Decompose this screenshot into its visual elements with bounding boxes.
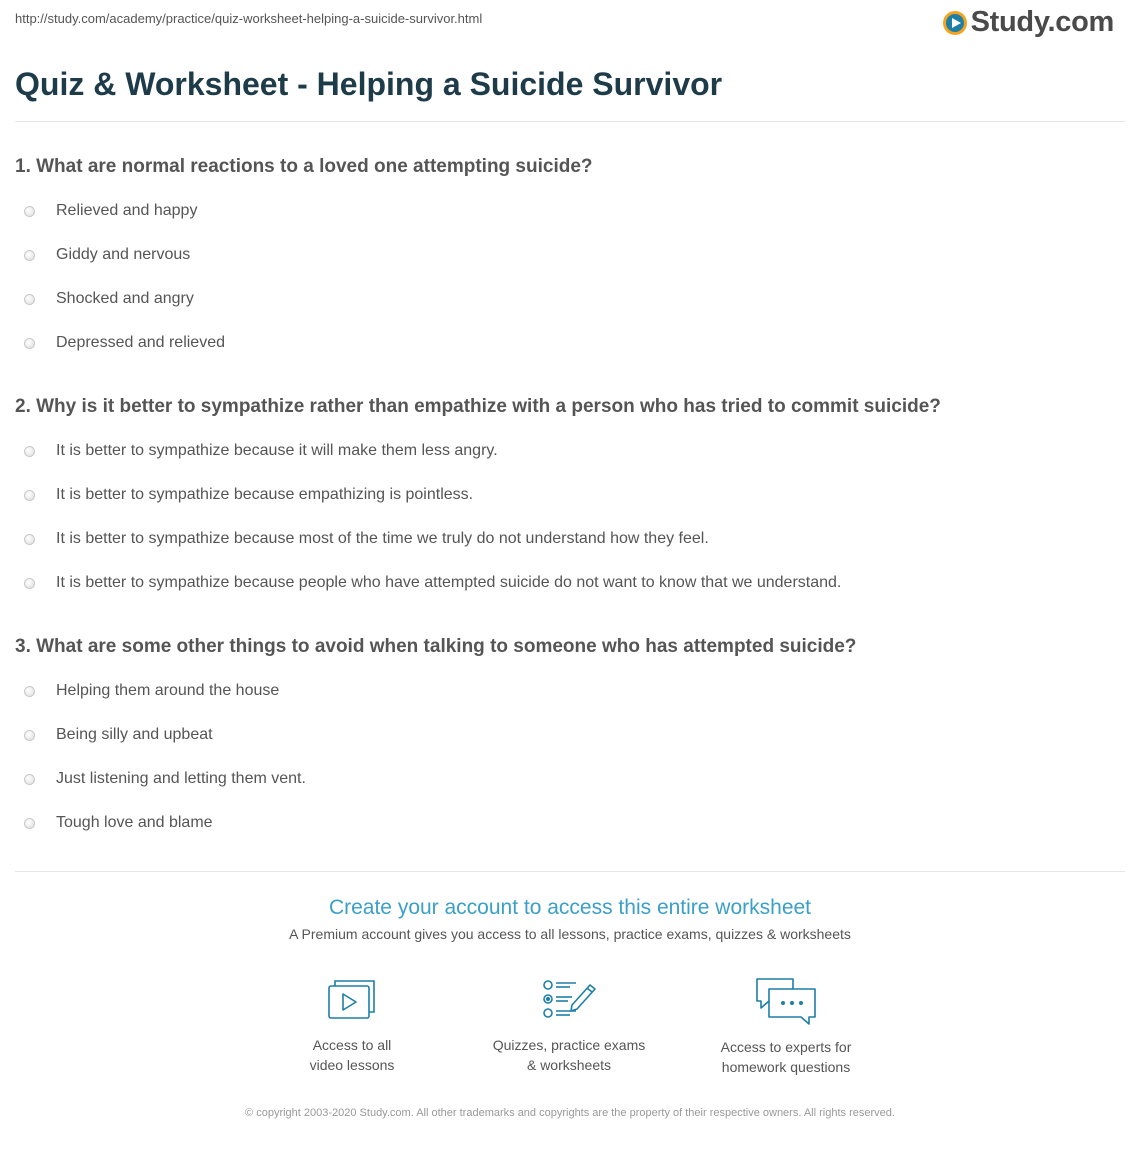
answer-option[interactable]: [15, 713, 1125, 757]
header-divider: [15, 121, 1125, 122]
radio-button-icon[interactable]: [24, 338, 35, 349]
answer-label: It is better to sympathize because people who have attempted suicide do not want to know that we understand.: [56, 574, 842, 591]
answer-label: Depressed and relieved: [56, 334, 225, 351]
question-title: 1. What are normal reactions to a loved one attempting suicide?: [15, 156, 593, 177]
question-2: [15, 394, 1125, 605]
radio-button-icon[interactable]: [24, 774, 35, 785]
study-logo-icon: [942, 10, 968, 36]
radio-button-icon[interactable]: [24, 818, 35, 829]
radio-button-icon[interactable]: [24, 578, 35, 589]
feature-label-line: video lessons: [309, 1057, 395, 1073]
answer-label: It is better to sympathize because it will make them less angry.: [56, 442, 498, 459]
answer-options: [15, 669, 1125, 845]
answer-option[interactable]: [15, 561, 1125, 605]
answer-label: It is better to sympathize because most of the time we truly do not understand how they feel.: [56, 530, 709, 547]
radio-button-icon[interactable]: [24, 490, 35, 501]
answer-option[interactable]: [15, 801, 1125, 845]
page-url[interactable]: http://study.com/academy/practice/quiz-worksheet-helping-a-suicide-survivor.html: [15, 11, 483, 26]
feature-label-line: Access to experts for: [720, 1039, 852, 1055]
radio-button-icon[interactable]: [24, 294, 35, 305]
question-title: 3. What are some other things to avoid when talking to someone who has attempted suicide?: [15, 636, 857, 657]
answer-label: Just listening and letting them vent.: [56, 770, 306, 787]
logo-text: Study.com: [970, 6, 1114, 38]
answer-option[interactable]: [15, 429, 1125, 473]
study-logo[interactable]: [942, 6, 1114, 39]
answer-option[interactable]: [15, 321, 1125, 365]
video-lessons-icon: [325, 975, 379, 1025]
question-1: [15, 154, 1125, 365]
premium-subtitle: A Premium account gives you access to all lessons, practice exams, quizzes & worksheets: [289, 926, 851, 942]
answer-label: Being silly and upbeat: [56, 726, 213, 743]
radio-button-icon[interactable]: [24, 446, 35, 457]
answer-label: Giddy and nervous: [56, 246, 191, 263]
answer-option[interactable]: [15, 277, 1125, 321]
answer-option[interactable]: [15, 473, 1125, 517]
answer-label: Relieved and happy: [56, 202, 198, 219]
answer-option[interactable]: [15, 233, 1125, 277]
question-title: 2. Why is it better to sympathize rather than empathize with a person who has tried to commit suicide?: [15, 396, 941, 417]
radio-button-icon[interactable]: [24, 206, 35, 217]
feature-video-lessons: [252, 975, 452, 1075]
answer-option[interactable]: [15, 189, 1125, 233]
radio-button-icon[interactable]: [24, 686, 35, 697]
question-3: [15, 634, 1125, 845]
page-title: Quiz & Worksheet - Helping a Suicide Survivor: [15, 66, 723, 102]
answer-label: Tough love and blame: [56, 814, 213, 831]
feature-quizzes: [469, 975, 669, 1075]
feature-label-line: & worksheets: [526, 1057, 612, 1073]
feature-label-line: homework questions: [721, 1059, 851, 1075]
answer-options: [15, 429, 1125, 605]
quiz-checklist-icon: [540, 975, 598, 1025]
feature-experts: [686, 975, 886, 1077]
content-divider: [15, 871, 1125, 872]
radio-button-icon[interactable]: [24, 534, 35, 545]
feature-label-line: Access to all: [312, 1037, 392, 1053]
chat-bubbles-icon: [753, 975, 819, 1027]
answer-options: [15, 189, 1125, 365]
radio-button-icon[interactable]: [24, 730, 35, 741]
answer-label: Helping them around the house: [56, 682, 280, 699]
answer-label: Shocked and angry: [56, 290, 194, 307]
answer-option[interactable]: [15, 757, 1125, 801]
feature-label-line: Quizzes, practice exams: [492, 1037, 646, 1053]
radio-button-icon[interactable]: [24, 250, 35, 261]
copyright-footer: © copyright 2003-2020 Study.com. All other trademarks and copyrights are the property of their respective owners. All rights reserved.: [245, 1107, 895, 1119]
answer-option[interactable]: [15, 669, 1125, 713]
answer-label: It is better to sympathize because empathizing is pointless.: [56, 486, 474, 503]
answer-option[interactable]: [15, 517, 1125, 561]
create-account-link[interactable]: Create your account to access this entire worksheet: [328, 896, 812, 919]
